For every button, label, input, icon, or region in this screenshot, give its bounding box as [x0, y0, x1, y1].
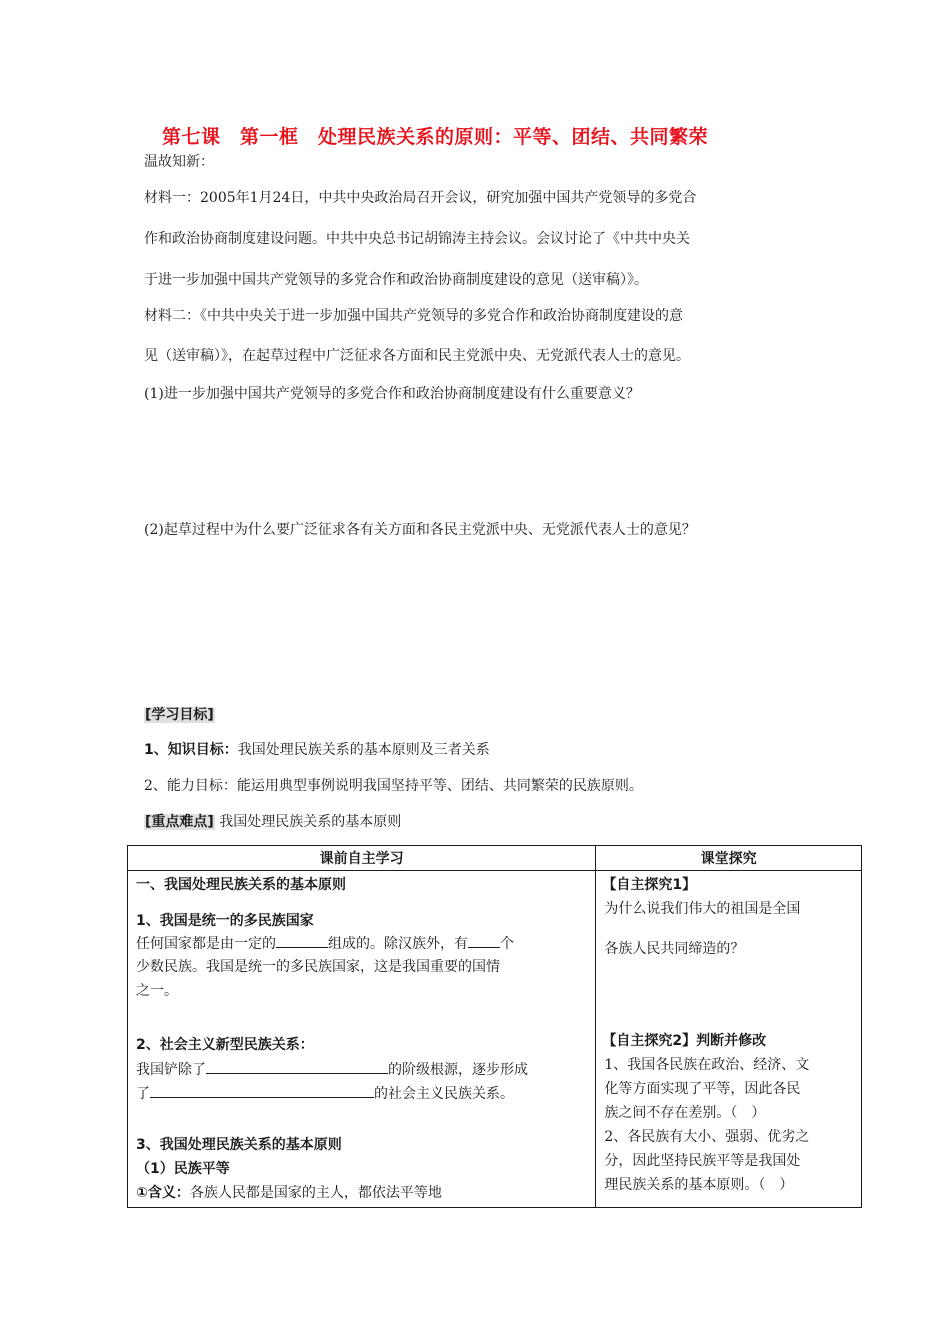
s1-line-3: 之一。 [136, 983, 178, 999]
key-points-tag: [重点难点] [145, 814, 214, 830]
explore-2-line-2: 化等方面实现了平等，因此各民 [604, 1081, 801, 1097]
class-explore-cell [596, 871, 862, 1208]
s2-title: 2、社会主义新型民族关系： [136, 1037, 314, 1053]
blank-field[interactable] [206, 1059, 388, 1074]
explore-2-line-3: 族之间不存在差别。（ ） [604, 1105, 766, 1121]
s1-line-2: 少数民族。我国是统一的多民族国家，这是我国重要的国情 [136, 959, 500, 975]
key-points [144, 812, 401, 832]
objective-1-label: 1、知识目标： [144, 742, 238, 758]
study-table [127, 845, 862, 1208]
explore-1-tag: 【自主探究1】 [602, 877, 697, 893]
blank-field[interactable] [150, 1083, 374, 1098]
s2-line-2 [136, 1083, 514, 1104]
key-points-text: 我国处理民族关系的基本原则 [219, 814, 402, 830]
s1-line-1 [136, 933, 514, 954]
material2-line-1: 材料二：《中共中央关于进一步加强中国共产党领导的多党合作和政治协商制度建设的意 [144, 308, 683, 324]
explore-1-line-1: 为什么说我们伟大的祖国是全国 [604, 901, 801, 917]
material1-line-1: 材料一：2005年1月24日，中共中央政治局召开会议，研究加强中国共产党领导的多党合 [144, 190, 697, 206]
objectives-tag [144, 705, 215, 725]
explore-2-line-1: 1、我国各民族在政治、经济、文 [604, 1057, 810, 1073]
objective-1 [144, 740, 490, 760]
question-2: (2)起草过程中为什么要广泛征求各有关方面和各民主党派中央、无党派代表人士的意见？ [144, 522, 696, 538]
explore-2-tag: 【自主探究2】判断并修改 [602, 1033, 767, 1049]
col-header-self-study: 课前自主学习 [128, 846, 596, 871]
question-1: (1)进一步加强中国共产党领导的多党合作和政治协商制度建设有什么重要意义？ [144, 386, 640, 402]
s1-line-1-b: 组成的。除汉族外，有 [328, 936, 468, 952]
explore-2-line-4: 2、各民族有大小、强弱、优劣之 [604, 1129, 810, 1145]
review-label: 温故知新： [144, 154, 214, 170]
objectives-tag-text: [学习目标] [145, 707, 214, 723]
material1-line-2: 作和政治协商制度建设问题。中共中央总书记胡锦涛主持会议。会议讨论了《中共中央关 [144, 231, 690, 247]
s3-item-label: ①含义： [136, 1185, 190, 1201]
objective-1-text: 我国处理民族关系的基本原则及三者关系 [237, 742, 490, 758]
material2-line-2: 见（送审稿）》，在起草过程中广泛征求各方面和民主党派中央、无党派代表人士的意见。 [144, 348, 690, 364]
col-header-class-explore: 课堂探究 [596, 846, 862, 871]
s2-line-1-b: 的阶级根源，逐步形成 [388, 1062, 528, 1078]
lesson-title: 第七课 第一框 处理民族关系的原则：平等、团结、共同繁荣 [162, 126, 709, 148]
blank-field[interactable] [468, 933, 500, 948]
explore-2-line-5: 分，因此坚持民族平等是我国处 [604, 1153, 801, 1169]
s3-title: 3、我国处理民族关系的基本原则 [136, 1137, 342, 1153]
s1-line-1-a: 任何国家都是由一定的 [136, 936, 276, 952]
s2-line-2-a: 了 [136, 1086, 150, 1102]
blank-field[interactable] [276, 933, 328, 948]
explore-1-line-2: 各族人民共同缔造的？ [604, 941, 745, 957]
s1-line-1-c: 个 [500, 936, 514, 952]
s2-line-1-a: 我国铲除了 [136, 1062, 206, 1078]
section-title: 一、我国处理民族关系的基本原则 [136, 877, 346, 893]
s2-line-1 [136, 1059, 528, 1080]
objective-2: 2、能力目标：能运用典型事例说明我国坚持平等、团结、共同繁荣的民族原则。 [144, 778, 643, 794]
s3-item-text: 各族人民都是国家的主人，都依法平等地 [189, 1185, 442, 1201]
explore-2-line-6: 理民族关系的基本原则。（ ） [604, 1177, 794, 1193]
material1-line-3: 于进一步加强中国共产党领导的多党合作和政治协商制度建设的意见（送审稿）》。 [144, 272, 648, 288]
s1-title: 1、我国是统一的多民族国家 [136, 913, 314, 929]
s2-line-2-b: 的社会主义民族关系。 [374, 1086, 514, 1102]
self-study-cell [128, 871, 596, 1208]
s3-sub: （1）民族平等 [136, 1161, 230, 1177]
s3-item [136, 1183, 442, 1203]
